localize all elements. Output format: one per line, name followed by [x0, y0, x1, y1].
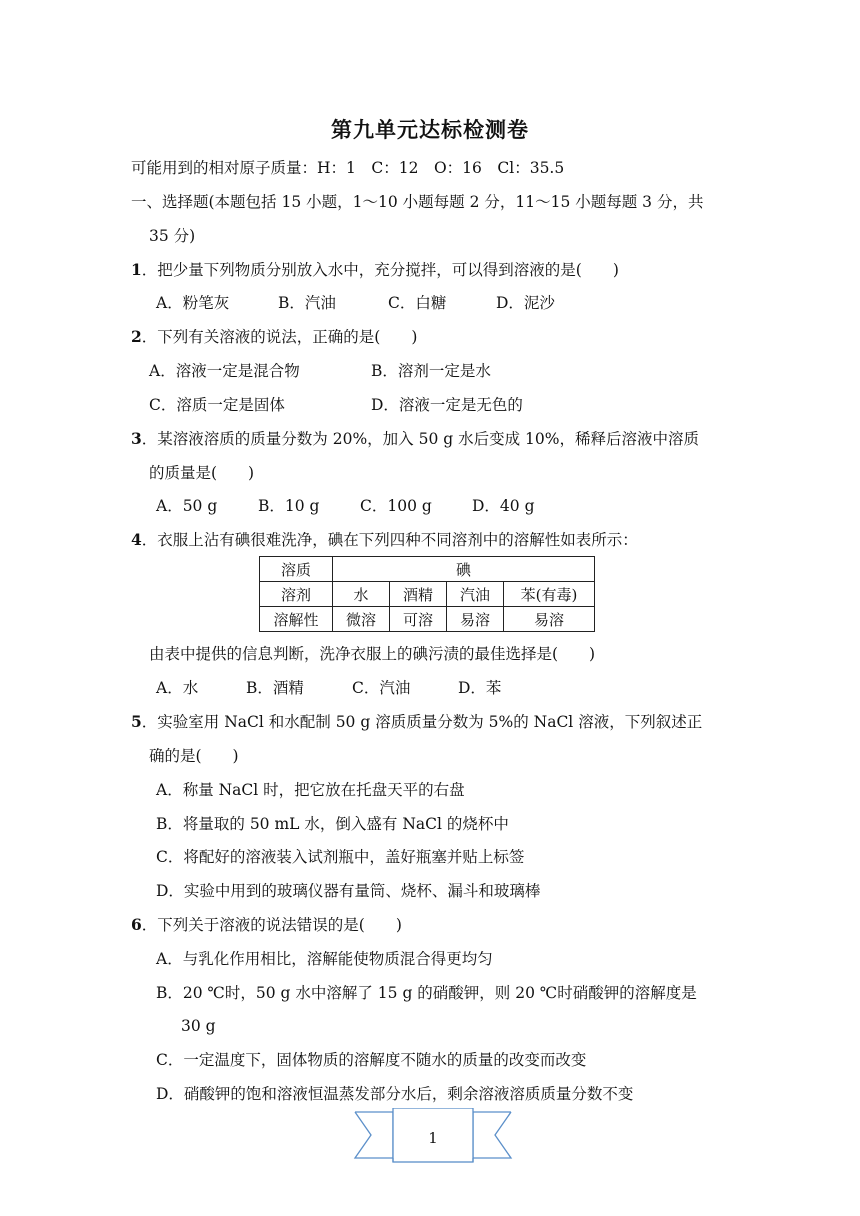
table-cell: 易溶	[447, 607, 504, 632]
option-b: B．酒精	[246, 679, 304, 697]
option-a: A．粉笔灰	[156, 294, 230, 312]
question-4-options	[156, 678, 501, 698]
question-3-line2: 的质量是( )	[149, 464, 255, 482]
table-cell: 水	[333, 582, 390, 607]
question-1	[131, 260, 619, 280]
question-text: ．某溶液溶质的质量分数为 20%，加入 50 g 水后变成 10%，稀释后溶液中溶质	[141, 430, 699, 448]
solubility-table	[259, 556, 595, 632]
question-5-line2: 确的是( )	[149, 747, 239, 765]
option-c: C．白糖	[388, 294, 447, 312]
option-d: D．苯	[458, 679, 502, 697]
question-2-options-row1	[149, 361, 491, 381]
page-title: 第九单元达标检测卷	[331, 117, 529, 142]
table-cell: 微溶	[333, 607, 390, 632]
table-cell: 汽油	[447, 582, 504, 607]
question-text: ．把少量下列物质分别放入水中，充分搅拌，可以得到溶液的是( )	[141, 261, 619, 279]
question-number: 2	[131, 327, 142, 346]
option-c: C．汽油	[352, 679, 411, 697]
option-b: B．10 g	[258, 497, 320, 515]
question-number: 4	[131, 530, 142, 549]
option-a: A．称量 NaCl 时，把它放在托盘天平的右盘	[156, 781, 465, 799]
question-2-options-row2	[149, 395, 523, 415]
section-heading-line1: 一、选择题(本题包括 15 小题，1～10 小题每题 2 分，11～15 小题每题 3 分，共	[131, 193, 704, 211]
section-heading-line2: 35 分)	[149, 227, 196, 245]
option-d: D．溶液一定是无色的	[371, 396, 523, 414]
question-6	[131, 915, 402, 935]
option-d: D．泥沙	[496, 294, 555, 312]
table-cell: 酒精	[390, 582, 447, 607]
table-cell: 碘	[333, 557, 595, 582]
option-d: D．40 g	[472, 497, 535, 515]
table-cell: 溶剂	[260, 582, 333, 607]
question-text: ．衣服上沾有碘很难洗净，碘在下列四种不同溶剂中的溶解性如表所示：	[141, 531, 638, 549]
question-2	[131, 327, 417, 347]
question-number: 1	[131, 260, 142, 279]
option-b-continued: 30 g	[181, 1017, 216, 1035]
option-d: D．实验中用到的玻璃仪器有量筒、烧杯、漏斗和玻璃棒	[156, 882, 541, 900]
question-number: 3	[131, 429, 142, 448]
option-c: C．一定温度下，固体物质的溶解度不随水的质量的改变而改变	[156, 1051, 587, 1069]
option-b: B．将量取的 50 mL 水，倒入盛有 NaCl 的烧杯中	[156, 815, 509, 833]
question-number: 5	[131, 712, 142, 731]
option-a: A．溶液一定是混合物	[149, 362, 300, 380]
question-text: ．下列有关溶液的说法，正确的是( )	[141, 328, 418, 346]
question-text: ．实验室用 NaCl 和水配制 50 g 溶质质量分数为 5%的 NaCl 溶液，下列叙述正	[141, 713, 703, 731]
table-cell: 易溶	[504, 607, 595, 632]
page-number: 1	[428, 1129, 438, 1147]
question-3-options	[156, 496, 535, 516]
option-b: B．溶剂一定是水	[371, 362, 491, 380]
page-footer-ribbon	[353, 1108, 513, 1168]
atomic-mass-line: 可能用到的相对原子质量：H：1 C：12 O：16 Cl：35.5	[131, 159, 565, 177]
question-4-line2: 由表中提供的信息判断，洗净衣服上的碘污渍的最佳选择是( )	[149, 645, 596, 663]
option-b: B．20 ℃时，50 g 水中溶解了 15 g 的硝酸钾，则 20 ℃时硝酸钾的溶解度是	[156, 984, 697, 1002]
question-number: 6	[131, 915, 142, 934]
option-d: D．硝酸钾的饱和溶液恒温蒸发部分水后，剩余溶液溶质质量分数不变	[156, 1085, 634, 1103]
table-cell: 溶质	[260, 557, 333, 582]
table-row	[260, 557, 595, 582]
question-5	[131, 712, 702, 732]
option-a: A．50 g	[156, 497, 218, 515]
table-cell: 可溶	[390, 607, 447, 632]
table-cell: 苯(有毒)	[504, 582, 595, 607]
question-1-options	[156, 293, 555, 313]
option-c: C．溶质一定是固体	[149, 396, 285, 414]
option-c: C．100 g	[360, 497, 432, 515]
question-4	[131, 530, 638, 550]
table-row	[260, 607, 595, 632]
table-row	[260, 582, 595, 607]
option-a: A．水	[156, 679, 199, 697]
table-cell: 溶解性	[260, 607, 333, 632]
option-b: B．汽油	[278, 294, 336, 312]
question-text: ．下列关于溶液的说法错误的是( )	[141, 916, 402, 934]
question-3	[131, 429, 699, 449]
option-c: C．将配好的溶液装入试剂瓶中，盖好瓶塞并贴上标签	[156, 848, 525, 866]
option-a: A．与乳化作用相比，溶解能使物质混合得更均匀	[156, 950, 493, 968]
